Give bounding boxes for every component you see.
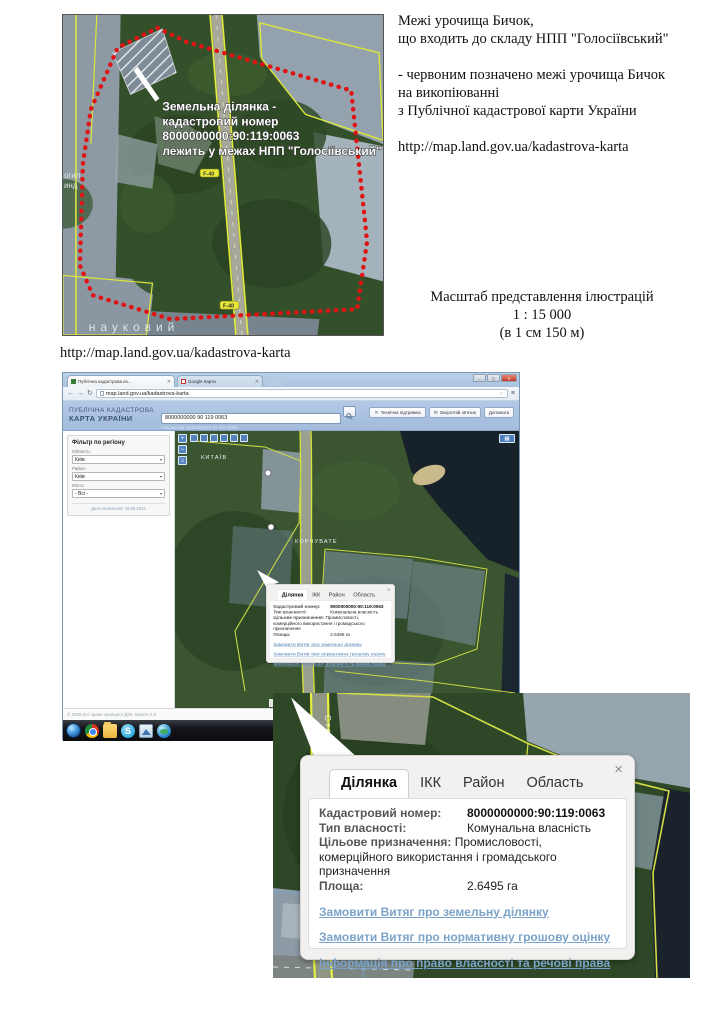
map-tool-icon[interactable] — [240, 434, 248, 442]
help-button[interactable] — [484, 407, 514, 418]
cadastral-search-input[interactable] — [161, 413, 341, 424]
image-viewer-icon[interactable] — [139, 724, 153, 738]
map-tool-icon[interactable] — [200, 434, 208, 442]
tab-district[interactable]: Район — [463, 775, 505, 791]
ownership-type-value: Комунальна власність — [330, 609, 379, 615]
parcel-details-card — [269, 601, 392, 667]
address-text: map.land.gov.ua/kadastrova-karta — [105, 390, 189, 397]
bookmark-star-icon[interactable]: ☆ — [499, 390, 504, 397]
parcel-info-popup — [300, 755, 635, 970]
intro-line-2: що входить до складу НПП "Голосіївський" — [398, 31, 669, 47]
back-icon[interactable]: ← — [67, 390, 74, 397]
road-badge-1: F-40 — [203, 171, 215, 178]
site-logo — [69, 407, 154, 424]
area-value: 2.6495 га — [467, 878, 518, 893]
scale-title: Масштаб представлення ілюстрацій — [430, 289, 654, 305]
logo-line-2: КАРТА УКРАЇНИ — [69, 414, 133, 423]
map-tool-icon[interactable] — [220, 434, 228, 442]
popup-tabs — [329, 768, 594, 797]
forward-icon[interactable]: → — [77, 390, 84, 397]
link-order-valuation[interactable]: Замовити Витяг про нормативну грошову оцінку — [273, 651, 386, 657]
city-select[interactable] — [72, 489, 165, 498]
logo-line-1: ПУБЛІЧНА КАДАСТРОВА — [69, 407, 154, 414]
map-layers-button[interactable]: ▦ — [499, 434, 515, 443]
zoom-out-icon[interactable]: − — [178, 445, 187, 454]
raion-label: Район: — [72, 466, 87, 471]
oblast-label: Область: — [72, 449, 91, 454]
browser-window — [62, 372, 520, 740]
ownership-type-label: Тип власності: — [273, 609, 307, 615]
filter-sidebar — [63, 431, 175, 708]
area-label: Площа: — [319, 878, 364, 893]
search-icon — [346, 413, 353, 420]
help-button-label: Допомога — [488, 410, 509, 415]
tab-close-icon[interactable]: ✕ — [254, 378, 259, 385]
zoom-in-icon[interactable]: + — [178, 434, 187, 443]
google-maps-favicon — [181, 379, 186, 384]
intro-text-block — [398, 12, 718, 156]
intro-line-5: з Публічної кадастрової карти України — [398, 103, 637, 119]
tab-region[interactable]: Область — [353, 591, 376, 598]
link-order-extract[interactable]: Замовити Витяг про земельну ділянку — [273, 641, 362, 647]
intro-line-1: Межі урочища Бичок, — [398, 13, 534, 29]
cadastral-number-value: 8000000000:90:119:0063 — [467, 806, 606, 820]
reload-icon[interactable]: ↻ — [87, 390, 93, 397]
page-icon — [100, 391, 104, 396]
parcel-popup-small — [266, 584, 395, 667]
tab1-title: Публічна кадастрова ка... — [78, 379, 132, 384]
map-tool-icon[interactable] — [190, 434, 198, 442]
ownership-type-value: Комунальна власність — [467, 820, 592, 835]
feedback-button-label: Зворотній зв'язок — [439, 410, 476, 415]
tab-close-icon[interactable]: ✕ — [166, 378, 171, 385]
cadastral-favicon — [71, 379, 76, 384]
map1-label-bottom: науковий — [88, 320, 180, 335]
map-tool-icon[interactable] — [230, 434, 238, 442]
scale-detail: (в 1 см 150 м) — [499, 325, 585, 341]
map-label-korchuvate: КОРЧУВАТЕ — [295, 539, 338, 545]
link-order-valuation[interactable]: Замовити Витяг про нормативну грошову оцінку — [319, 930, 611, 944]
intro-line-3: - червоним позначено межі урочища Бичок — [398, 67, 666, 83]
chrome-icon[interactable] — [85, 724, 99, 738]
site-status-line: © 2009 Всі права захищені ДЗК. Версія 2.0 — [63, 708, 519, 720]
map-tool-icon[interactable] — [210, 434, 218, 442]
home-icon[interactable]: ⌂ — [178, 456, 187, 465]
cadastral-number-label: Кадастровий номер: — [319, 806, 442, 820]
search-button[interactable] — [343, 406, 356, 417]
map-label-kytaiv: КИТАЇВ — [201, 455, 228, 461]
scale-ratio: 1 : 15 000 — [512, 307, 572, 323]
folder-icon[interactable] — [103, 724, 117, 738]
browser-tabstrip — [63, 373, 519, 387]
chevron-down-icon: ▾ — [159, 474, 162, 479]
purpose-value: Промисловості, комерційного використання і громадського призначення — [273, 614, 365, 632]
minimize-icon[interactable]: – — [473, 374, 486, 382]
map1-annotation-line2: кадастровий номер — [162, 114, 279, 129]
chevron-down-icon: ▾ — [159, 457, 162, 462]
internet-explorer-icon[interactable] — [157, 724, 171, 738]
map-excerpt-bychok — [62, 14, 384, 336]
popup-close-icon[interactable]: × — [386, 586, 391, 593]
browser-menu-icon[interactable]: ≡ — [510, 390, 515, 397]
cadastral-map-view[interactable] — [175, 431, 519, 708]
tab-parcel[interactable]: Ділянка — [329, 769, 409, 798]
tab2-title: Google Карти — [188, 379, 216, 384]
raion-value: Київ — [75, 473, 85, 480]
link-ownership-info[interactable]: Інформація про право власності та речові права — [273, 661, 386, 667]
skype-icon[interactable]: S — [121, 724, 135, 738]
parcel-details-card — [308, 798, 627, 970]
map1-annotation-line1: Земельна ділянка - — [162, 99, 277, 114]
filter-title: Фільтр по регіону — [72, 440, 125, 446]
map-caption-url: http://map.land.gov.ua/kadastrova-karta — [60, 345, 291, 361]
link-ownership-info[interactable]: Інформація про право власності та речові права — [319, 955, 611, 970]
address-bar[interactable] — [96, 389, 508, 398]
new-tab-button[interactable] — [263, 376, 284, 386]
map1-label-left-1: огил — [63, 170, 81, 180]
area-label: Площа: — [273, 631, 291, 637]
tools-icon: ✕ — [374, 409, 379, 416]
search-hint: Наприклад: 3222485200 01 001 0001 — [161, 425, 238, 430]
scale-note — [392, 288, 692, 342]
tab-cadastral-map[interactable] — [67, 375, 175, 387]
window-close-icon[interactable]: ✕ — [501, 374, 517, 382]
tab-ikk[interactable]: ІКК — [312, 591, 321, 598]
cadastral-number-label: Кадастровий номер: — [273, 603, 321, 610]
intro-url: http://map.land.gov.ua/kadastrova-karta — [398, 139, 629, 155]
purpose-label: Цільове призначення: — [319, 835, 452, 849]
popup-close-icon[interactable]: × — [614, 761, 623, 778]
tab-ikk[interactable]: ІКК — [420, 775, 442, 791]
browser-toolbar — [63, 387, 519, 401]
windows-start-icon[interactable] — [66, 723, 81, 738]
raion-select[interactable] — [72, 472, 165, 481]
maximize-icon[interactable]: ▢ — [487, 374, 500, 382]
map1-label-left-2: инд — [63, 180, 78, 190]
map1-annotation-line3: 8000000000:90:119:0063 — [162, 129, 300, 144]
site-header — [63, 401, 519, 431]
support-button-label: Технічна підтримка — [380, 410, 421, 415]
parcel-info-popup — [266, 584, 395, 667]
satellite-map-1 — [63, 15, 383, 335]
feedback-button[interactable] — [429, 407, 481, 418]
map1-annotation-line4: лежить у межах НПП "Голосіївський" — [162, 144, 382, 159]
cadastral-number-value: 8000000000:90:119:0063 — [330, 603, 384, 610]
parcel-popup-large — [300, 755, 635, 970]
tab-parcel[interactable]: Ділянка — [277, 589, 308, 600]
tab-district[interactable]: Район — [328, 591, 345, 598]
map-toolbar — [190, 434, 248, 442]
chevron-down-icon: ▾ — [159, 491, 162, 496]
map-inset-zoom — [273, 693, 690, 978]
data-updated-note: Дата оновлення: 15.06.2014 — [72, 503, 165, 511]
area-value: 2.6495 га — [330, 631, 350, 637]
tab-region[interactable]: Область — [526, 775, 584, 791]
popup-tabs — [277, 589, 379, 600]
ownership-type-label: Тип власності: — [319, 820, 407, 835]
city-label: Місто: — [72, 483, 85, 488]
intro-line-4: на викопіюванні — [398, 85, 500, 101]
support-button[interactable] — [369, 407, 425, 418]
purpose-label: Цільове призначення: — [273, 614, 325, 621]
oblast-value: Київ — [75, 456, 85, 463]
road-badge-2: F-40 — [223, 303, 235, 310]
tab-google-maps[interactable] — [177, 375, 263, 387]
envelope-icon: ✉ — [433, 409, 438, 416]
purpose-value: Промисловості, комерційного використання і громадського призначення — [319, 835, 557, 878]
map-zoom-controls — [178, 434, 187, 465]
link-order-extract[interactable]: Замовити Витяг про земельну ділянку — [319, 904, 549, 919]
oblast-select[interactable] — [72, 455, 165, 464]
city-value: - Всі - — [75, 490, 89, 497]
region-filter-panel — [67, 435, 170, 516]
